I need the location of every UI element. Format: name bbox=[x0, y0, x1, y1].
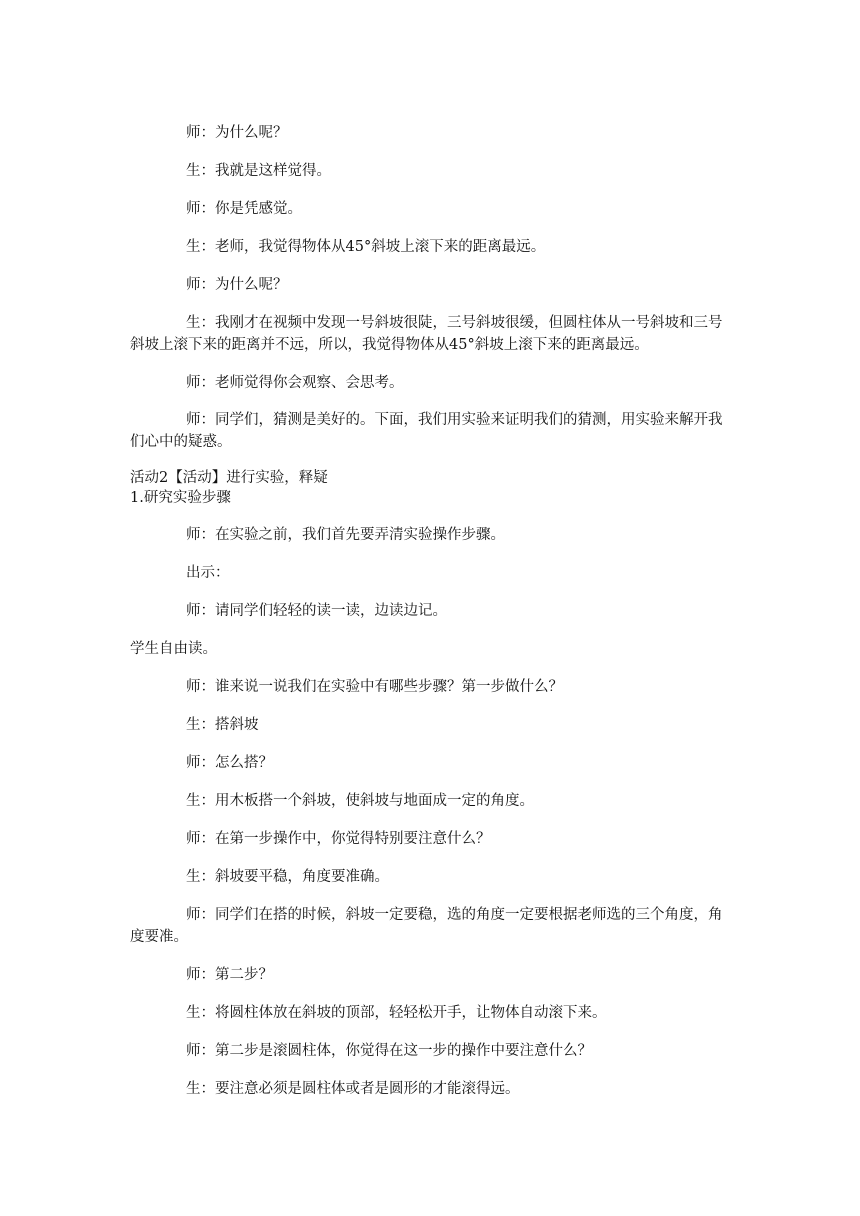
paragraph: 师：同学们在搭的时候，斜坡一定要稳，选的角度一定要根据老师选的三个角度，角度要准。 bbox=[130, 907, 723, 945]
paragraph: 师：在实验之前，我们首先要弄清实验操作步骤。 bbox=[186, 527, 505, 543]
paragraph: 师：请同学们轻轻的读一读，边读边记。 bbox=[186, 603, 447, 619]
paragraph: 生：斜坡要平稳，角度要准确。 bbox=[186, 869, 389, 885]
paragraph: 生：我刚才在视频中发现一号斜坡很陡，三号斜坡很缓，但圆柱体从一号斜坡和三号斜坡上滚下来的距离并不远，所以，我觉得物体从45°斜坡上滚下来的距离最远。 bbox=[130, 315, 723, 353]
paragraph: 学生自由读。 bbox=[130, 641, 217, 657]
paragraph: 生：搭斜坡 bbox=[186, 717, 259, 733]
paragraph: 师：为什么呢？ bbox=[186, 125, 288, 141]
paragraph: 师：为什么呢？ bbox=[186, 277, 288, 293]
paragraph: 师：你是凭感觉。 bbox=[186, 201, 302, 217]
paragraph: 生：将圆柱体放在斜坡的顶部，轻轻松开手，让物体自动滚下来。 bbox=[186, 1005, 607, 1021]
paragraph: 师：老师觉得你会观察、会思考。 bbox=[186, 375, 404, 391]
paragraph: 师：第二步是滚圆柱体，你觉得在这一步的操作中要注意什么？ bbox=[186, 1043, 592, 1059]
paragraph: 出示： bbox=[186, 565, 230, 581]
paragraph: 师：谁来说一说我们在实验中有哪些步骤？第一步做什么？ bbox=[186, 679, 563, 695]
paragraph: 师：同学们，猜测是美好的。下面，我们用实验来证明我们的猜测，用实验来解开我们心中的疑惑。 bbox=[130, 412, 723, 450]
paragraph: 师：第二步？ bbox=[186, 967, 273, 983]
section-heading: 活动2【活动】进行实验，释疑 bbox=[130, 470, 328, 486]
paragraph: 生：要注意必须是圆柱体或者是圆形的才能滚得远。 bbox=[186, 1081, 520, 1097]
paragraph: 师：在第一步操作中，你觉得特别要注意什么？ bbox=[186, 831, 491, 847]
paragraph: 生：用木板搭一个斜坡，使斜坡与地面成一定的角度。 bbox=[186, 793, 534, 809]
paragraph: 师：怎么搭？ bbox=[186, 755, 273, 771]
paragraph: 生：老师，我觉得物体从45°斜坡上滚下来的距离最远。 bbox=[186, 239, 546, 255]
subsection-heading: 1.研究实验步骤 bbox=[130, 490, 231, 506]
paragraph: 生：我就是这样觉得。 bbox=[186, 163, 331, 179]
